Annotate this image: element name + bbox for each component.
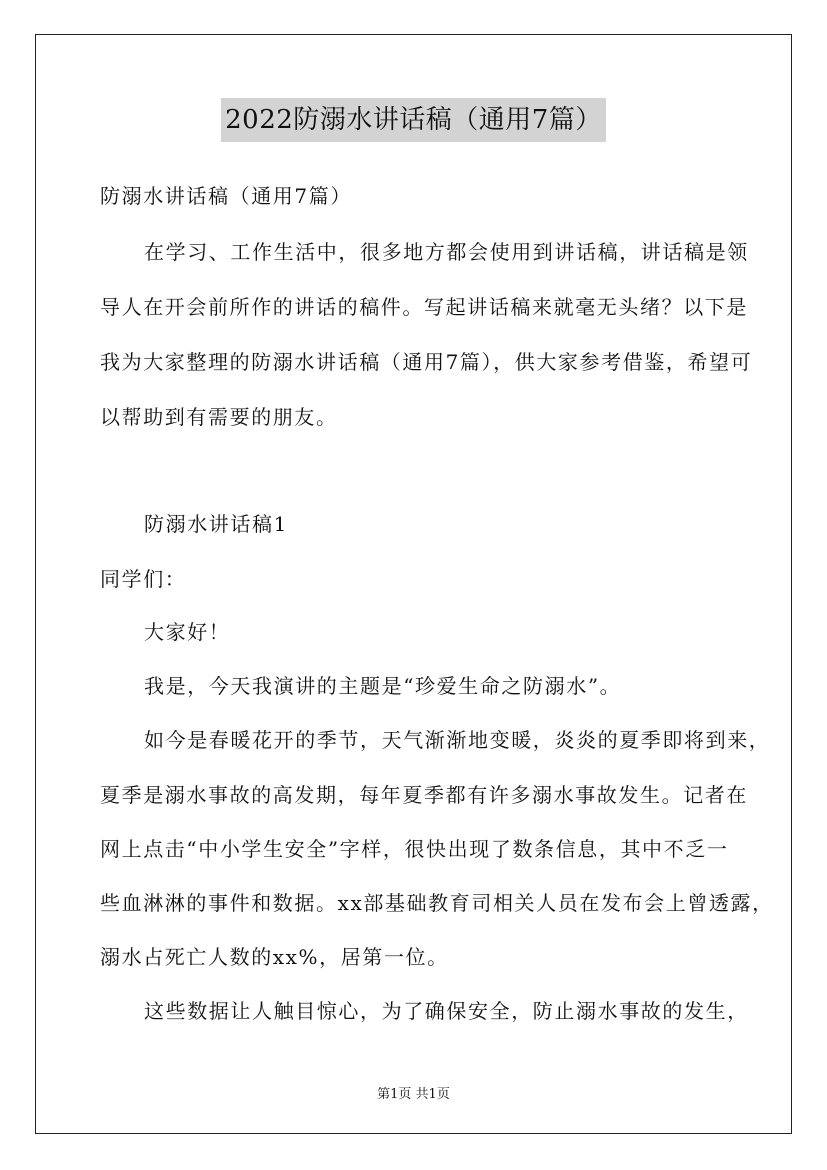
greeting-line: 大家好！ [144,620,231,644]
subtitle-line: 防溺水讲话稿（通用7篇） [100,184,352,208]
paragraph-line: 以帮助到有需要的朋友。 [100,405,338,429]
paragraph-line: 这些数据让人触目惊心，为了确保安全，防止溺水事故的发生， [144,999,749,1023]
page-number-footer: 第1页 共1页 [377,1087,450,1102]
title-container [0,98,827,142]
paragraph-line: 夏季是溺水事故的高发期，每年夏季都有许多溺水事故发生。记者在 [100,783,748,807]
paragraph-line: 我为大家整理的防溺水讲话稿（通用7篇），供大家参考借鉴，希望可 [100,350,753,374]
paragraph-line: 如今是春暖花开的季节，天气渐渐地变暖，炎炎的夏季即将到来， [144,728,771,752]
paragraph-line: 些血淋淋的事件和数据。xx部基础教育司相关人员在发布会上曾透露， [100,891,774,915]
paragraph-line: 在学习、工作生活中，很多地方都会使用到讲话稿，讲话稿是领 [144,240,749,264]
document-title: 2022防溺水讲话稿（通用7篇） [221,98,606,142]
paragraph-line: 我是，今天我演讲的主题是“珍爱生命之防溺水”。 [144,674,622,698]
section-heading: 防溺水讲话稿1 [144,512,288,536]
paragraph-line: 导人在开会前所作的讲话的稿件。写起讲话稿来就毫无头绪？以下是 [100,295,748,319]
salutation-line: 同学们： [100,567,187,591]
paragraph-line: 网上点击“中小学生安全”字样，很快出现了数条信息，其中不乏一 [100,837,729,861]
paragraph-line: 溺水占死亡人数的xx%，居第一位。 [100,945,449,969]
